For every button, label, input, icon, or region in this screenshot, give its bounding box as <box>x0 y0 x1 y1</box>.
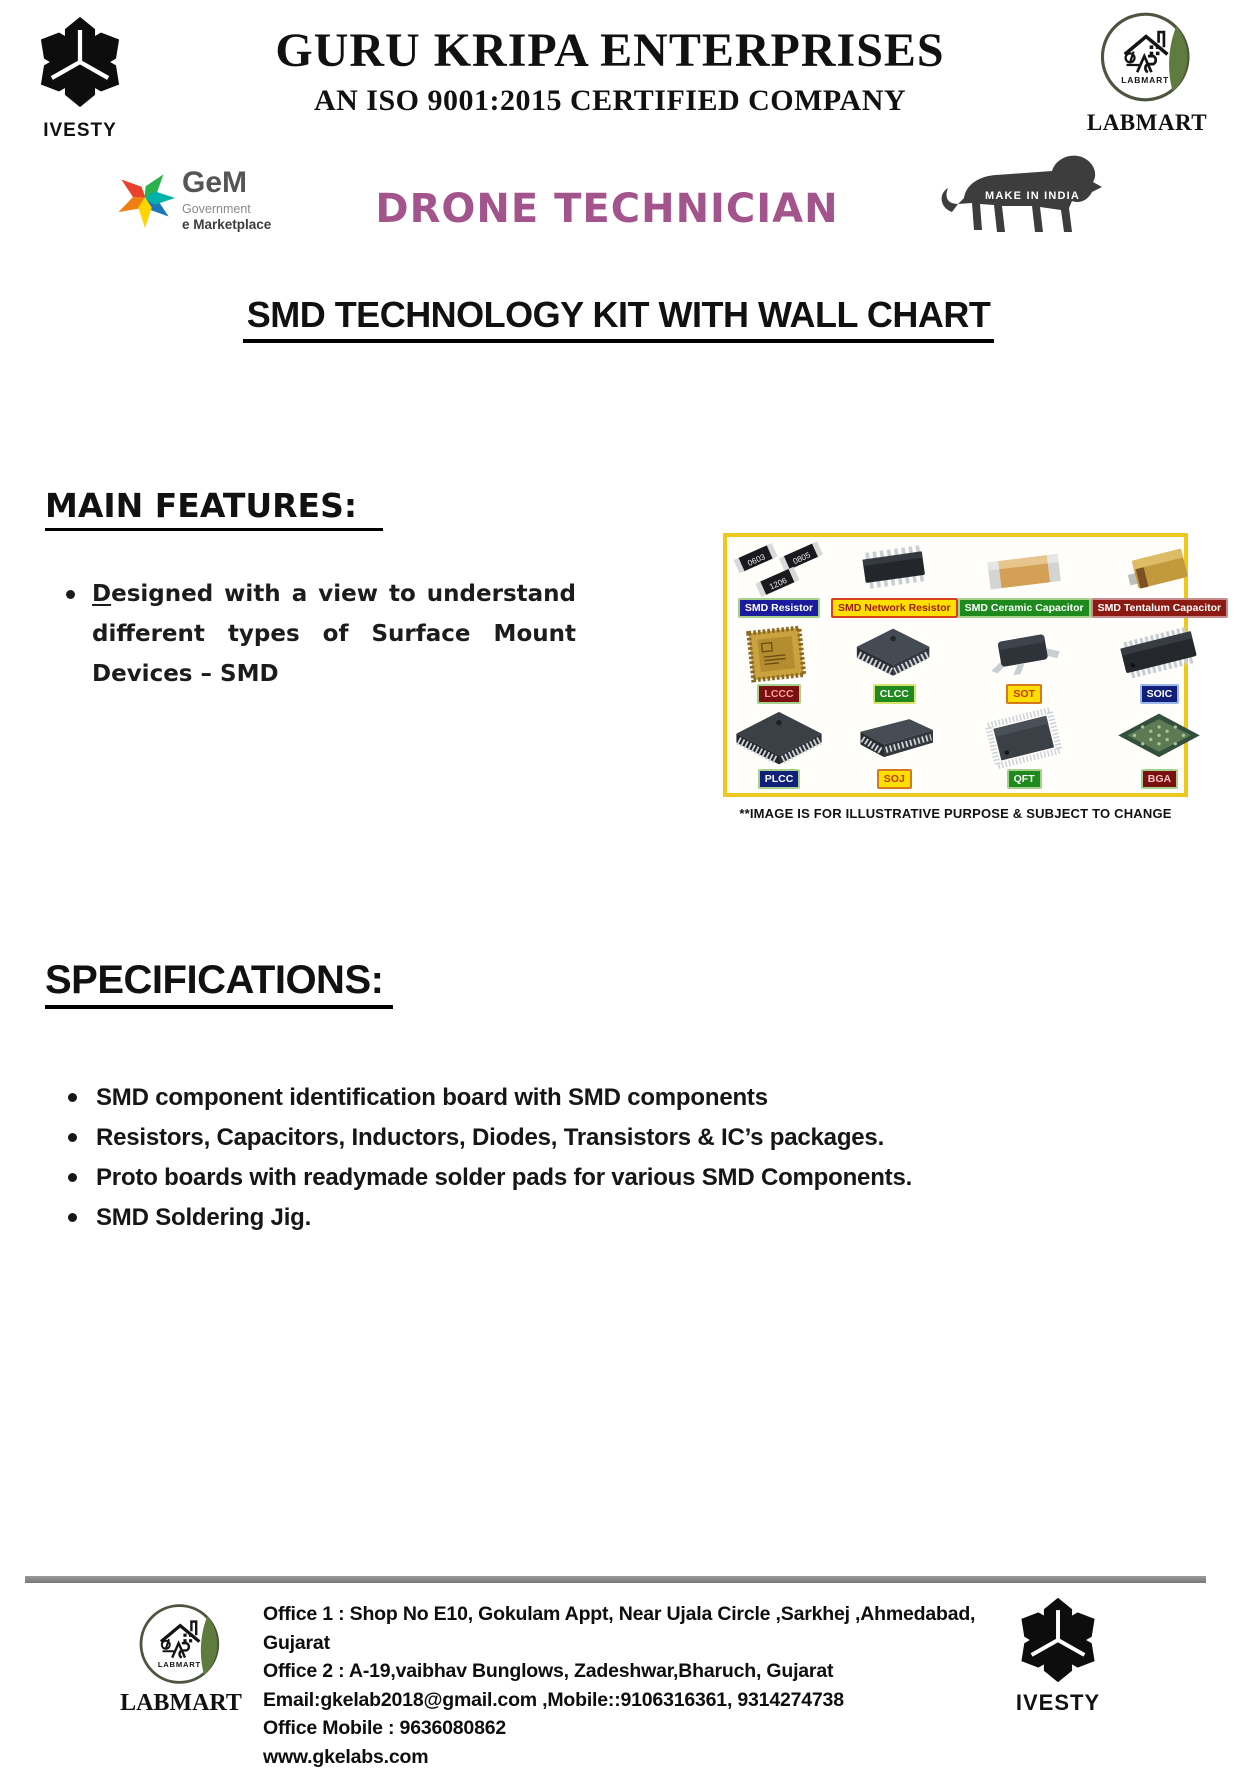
plcc-package-image <box>727 710 831 768</box>
svg-text:1206: 1206 <box>768 575 789 591</box>
svg-text:0805: 0805 <box>792 550 813 566</box>
component-cell <box>1091 537 1229 622</box>
gem-subtitle-marketplace: e Marketplace <box>182 218 316 232</box>
product-illustration-box <box>723 533 1188 797</box>
ivesty-logo-footer <box>1008 1590 1108 1716</box>
footer-email-mobile-line: Email:gkelab2018@gmail.com ,Mobile::9106316361, 9314274738 <box>263 1686 1033 1715</box>
company-certification: AN ISO 9001:2015 CERTIFIED COMPANY <box>270 84 950 118</box>
labmart-emblem-icon <box>1098 6 1196 108</box>
ivesty-logo-top <box>30 6 130 142</box>
component-label: SMD Resistor <box>738 598 820 618</box>
component-cell <box>727 622 831 707</box>
footer-office-mobile-line: Office Mobile : 9636080862 <box>263 1714 1033 1743</box>
ivesty-emblem-icon <box>33 6 127 118</box>
component-cell <box>958 622 1091 707</box>
bga-package-image <box>1107 710 1211 768</box>
page-title: SMD TECHNOLOGY KIT WITH WALL CHART <box>243 294 995 343</box>
component-cell <box>831 622 958 707</box>
gem-logo <box>116 158 316 248</box>
specifications-heading: SPECIFICATIONS: <box>45 958 393 1009</box>
smd-ceramic-capacitor-image <box>972 540 1076 598</box>
gem-star-icon <box>116 158 174 238</box>
gem-name: GeM <box>182 168 316 198</box>
component-cell <box>727 708 831 793</box>
footer-office2-line: Office 2 : A-19,vaibhav Bunglows, Zadeshwar,Bharuch, Gujarat <box>263 1657 1033 1686</box>
footer-website-line: www.gkelabs.com <box>263 1743 1033 1771</box>
product-category-title: DRONE TECHNICIAN <box>352 186 862 232</box>
component-label: SOT <box>1006 684 1042 704</box>
component-label: SMD Ceramic Capacitor <box>958 598 1091 618</box>
qft-package-image <box>972 710 1076 768</box>
soic-package-image <box>1107 625 1211 683</box>
component-label: SMD Tentalum Capacitor <box>1091 598 1229 618</box>
clcc-package-image <box>842 625 946 683</box>
company-name: GURU KRIPA ENTERPRISES <box>270 24 950 78</box>
smd-tantalum-capacitor-image <box>1107 540 1211 598</box>
ivesty-footer-label: IVESTY <box>1008 1690 1108 1716</box>
sot-package-image <box>972 625 1076 683</box>
component-cell <box>831 537 958 622</box>
feature-item <box>64 574 576 694</box>
main-features-heading: MAIN FEATURES: <box>45 486 383 531</box>
company-header <box>270 24 950 118</box>
component-label: SOJ <box>877 769 912 789</box>
labmart-logo-label: LABMART <box>1082 110 1212 136</box>
component-label: PLCC <box>758 769 801 789</box>
svg-text:0603: 0603 <box>746 552 767 568</box>
component-label: SOIC <box>1140 684 1180 704</box>
feature-lead-letter: D <box>92 581 111 607</box>
main-features-list <box>64 574 576 694</box>
component-cell <box>727 537 831 622</box>
labmart-logo-footer <box>116 1598 246 1717</box>
component-label: QFT <box>1007 769 1042 789</box>
spec-item: SMD component identification board with SMD components <box>66 1078 1096 1118</box>
specifications-list <box>66 1078 1096 1238</box>
make-in-india-label: MAKE IN INDIA <box>985 190 1080 202</box>
component-cell <box>831 708 958 793</box>
component-cell <box>958 708 1091 793</box>
spec-item: SMD Soldering Jig. <box>66 1198 1096 1238</box>
footer-office1-line: Office 1 : Shop No E10, Gokulam Appt, Near Ujala Circle ,Sarkhej ,Ahmedabad, Gujarat <box>263 1600 1033 1657</box>
labmart-footer-label: LABMART <box>116 1690 246 1717</box>
smd-network-resistor-image <box>842 540 946 598</box>
footer-contact-block <box>263 1600 1033 1771</box>
component-cell <box>958 537 1091 622</box>
spec-item: Resistors, Capacitors, Inductors, Diodes, Transistors & IC’s packages. <box>66 1118 1096 1158</box>
ivesty-emblem-icon <box>1014 1590 1102 1690</box>
component-cell <box>1091 622 1229 707</box>
component-label: LCCC <box>757 684 800 704</box>
component-cell <box>1091 708 1229 793</box>
footer-divider <box>25 1576 1206 1583</box>
component-label: SMD Network Resistor <box>831 598 958 618</box>
component-label: CLCC <box>873 684 916 704</box>
soj-package-image <box>842 710 946 768</box>
spec-item: Proto boards with readymade solder pads for various SMD Components. <box>66 1158 1096 1198</box>
lccc-package-image <box>727 625 831 683</box>
ivesty-logo-label: IVESTY <box>30 120 130 142</box>
labmart-emblem-icon <box>137 1598 225 1690</box>
labmart-logo-top <box>1082 6 1212 136</box>
gem-subtitle-government: Government <box>182 203 316 216</box>
component-label: BGA <box>1141 769 1178 789</box>
image-disclaimer-caption: **IMAGE IS FOR ILLUSTRATIVE PURPOSE & SUBJECT TO CHANGE <box>703 806 1208 821</box>
feature-text: esigned with a view to understand different types of Surface Mount Devices – SMD <box>92 581 576 687</box>
smd-resistor-image <box>727 540 831 598</box>
